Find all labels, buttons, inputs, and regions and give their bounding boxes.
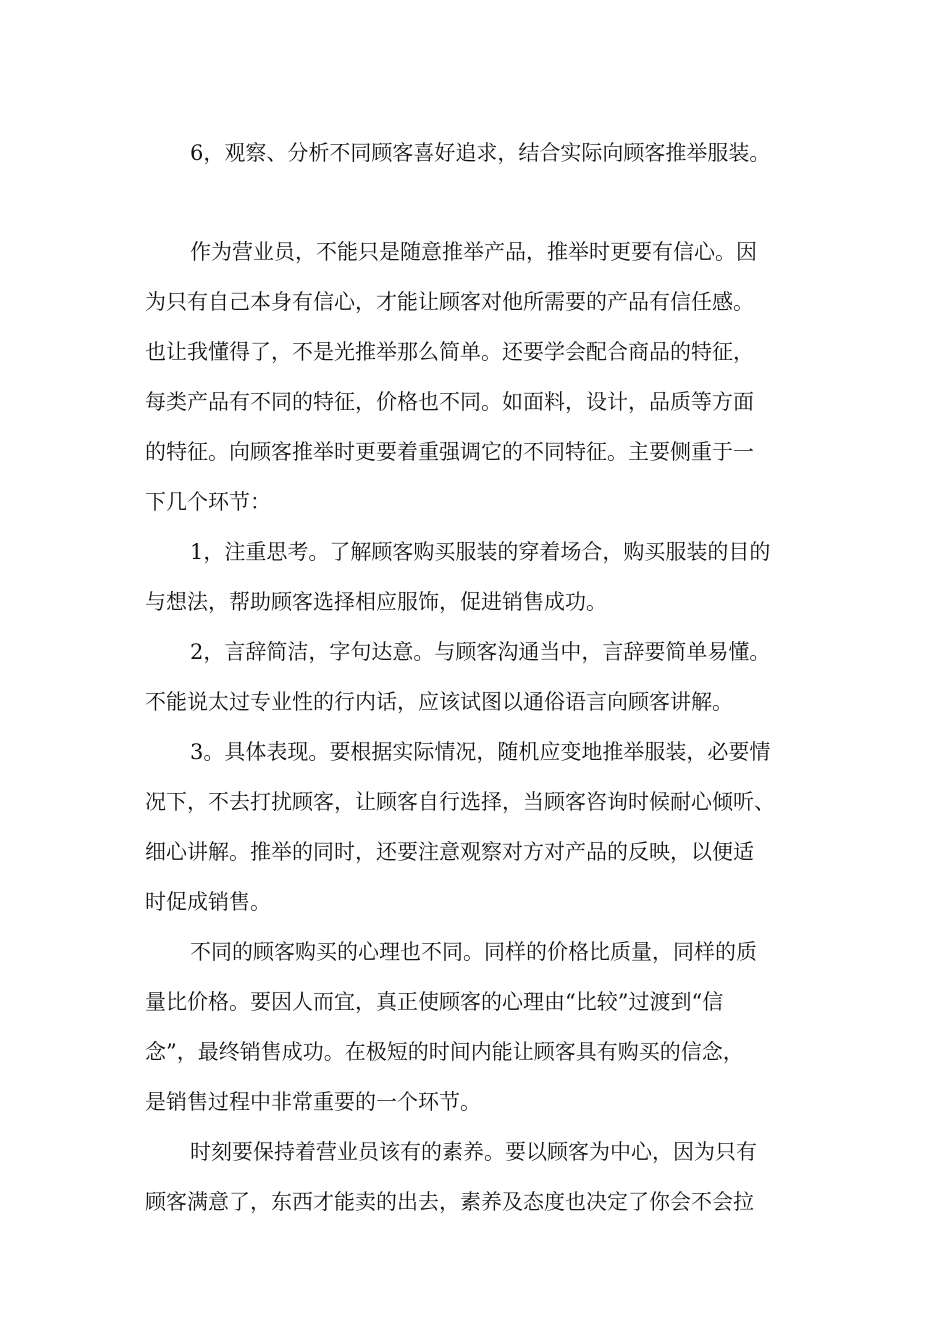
text-line: 细心讲解。推举的同时，还要注意观察对方对产品的反映，以便适: [145, 840, 754, 864]
text-line: 6，观察、分析不同顾客喜好追求，结合实际向顾客推举服装。: [190, 141, 771, 165]
text-line: 不同的顾客购买的心理也不同。同样的价格比质量，同样的质: [190, 940, 757, 964]
text-line: 不能说太过专业性的行内话，应该试图以通俗语言向顾客讲解。: [145, 690, 733, 714]
text-line: 1，注重思考。了解顾客购买服装的穿着场合，购买服装的目的: [190, 540, 771, 564]
text-line: 顾客满意了，东西才能卖的出去，素养及态度也决定了你会不会拉: [145, 1190, 754, 1214]
text-line: 况下，不去打扰顾客，让顾客自行选择，当顾客咨询时候耐心倾听、: [145, 790, 775, 814]
text-line: 与想法，帮助顾客选择相应服饰，促进销售成功。: [145, 590, 607, 614]
text-line: 2，言辞简洁，字句达意。与顾客沟通当中，言辞要简单易懂。: [190, 640, 771, 664]
text-line: 3。具体表现。要根据实际情况，随机应变地推举服装，必要情: [190, 740, 771, 764]
text-line: 是销售过程中非常重要的一个环节。: [145, 1090, 481, 1114]
text-line: 时刻要保持着营业员该有的素养。要以顾客为中心，因为只有: [190, 1140, 757, 1164]
text-line: 的特征。向顾客推举时更要着重强调它的不同特征。主要侧重于一: [145, 440, 754, 464]
text-line: 时促成销售。: [145, 890, 271, 914]
text-line: 下几个环节：: [145, 490, 271, 514]
text-line: 念”，最终销售成功。在极短的时间内能让顾客具有购买的信念，: [145, 1040, 744, 1064]
text-line: 也让我懂得了，不是光推举那么简单。还要学会配合商品的特征，: [145, 340, 754, 364]
text-line: 量比价格。要因人而宜，真正使顾客的心理由“比较”过渡到“信: [145, 990, 724, 1014]
text-line: 每类产品有不同的特征，价格也不同。如面料，设计，品质等方面: [145, 390, 754, 414]
text-line: 为只有自己本身有信心，才能让顾客对他所需要的产品有信任感。: [145, 290, 754, 314]
text-line: 作为营业员，不能只是随意推举产品，推举时更要有信心。因: [190, 240, 757, 264]
